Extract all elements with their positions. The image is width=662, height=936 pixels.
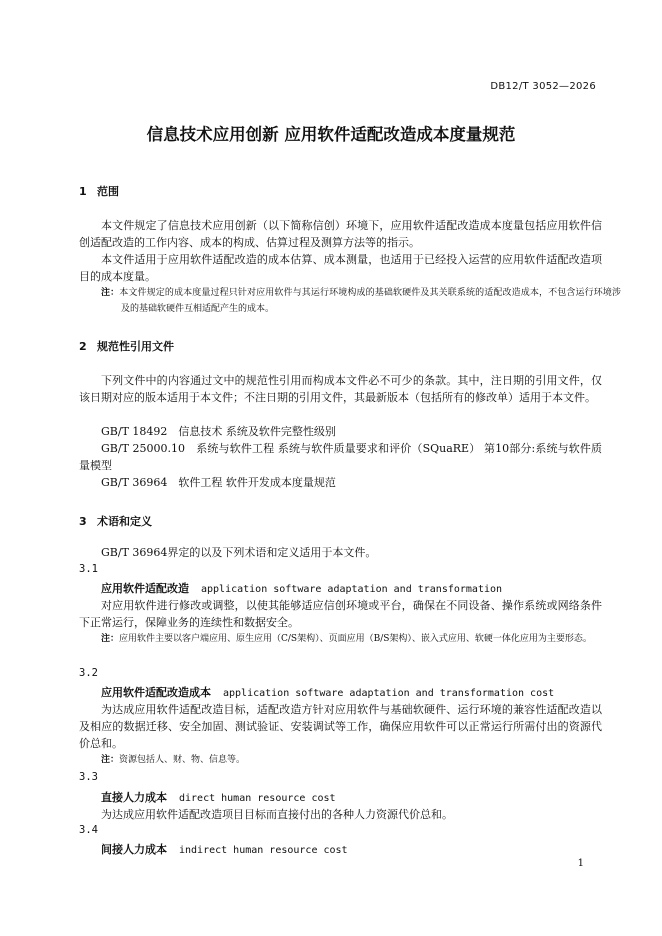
- section-title: 术语和定义: [97, 515, 152, 528]
- term-english: indirect human resource cost: [179, 845, 348, 856]
- scope-note: [101, 285, 621, 317]
- term-definition: 为达成应用软件适配改造目标，适配改造方针对应用软件与基础软硬件、运行环境的兼容性适配改造以及相应的数据迁移、安全加固、测试验证、安装调试等工作，确保应用软件可以正常运行所需付出的资源代价总和。: [79, 703, 602, 750]
- term-english: application software adaptation and transformation cost: [223, 688, 555, 699]
- term-chinese: 应用软件适配改造: [101, 582, 189, 595]
- terms-intro-paragraph: GB/T 36964界定的以及下列术语和定义适用于本文件。: [101, 546, 377, 559]
- scope-paragraph-1: 本文件规定了信息技术应用创新（以下简称信创）环境下，应用软件适配改造成本度量包括应用软件信创适配改造的工作内容、成本的构成、估算过程及测算方法等的指示。: [79, 219, 602, 249]
- section-2-heading: [79, 338, 174, 354]
- section-title: 范围: [97, 185, 119, 198]
- term-chinese: 直接人力成本: [101, 791, 167, 804]
- note-label: 注：: [101, 288, 120, 298]
- term-number: 3.1: [79, 563, 98, 575]
- term-heading: [101, 580, 502, 596]
- reference-item: GB/T 36964 软件工程 软件开发成本度量规范: [101, 476, 336, 489]
- section-3-heading: [79, 513, 152, 529]
- note-text: 应用软件主要以客户端应用、原生应用（C/S架构）、页面应用（B/S架构）、嵌入式应用、软硬一体化应用为主要形态。: [119, 634, 592, 644]
- term-definition: 对应用软件进行修改或调整，以使其能够适应信创环境或平台，确保在不同设备、操作系统或网络条件下正常运行，保障业务的连续性和数据安全。: [79, 599, 602, 629]
- term-heading: [101, 789, 336, 805]
- term-number: 3.4: [79, 824, 98, 836]
- term-number: 3.2: [79, 667, 98, 679]
- note-text: 资源包括人、财、物、信息等。: [119, 755, 246, 765]
- doc-code-header: DB12/T 3052—2026: [490, 81, 596, 92]
- note-label: 注：: [101, 634, 120, 644]
- section-title: 规范性引用文件: [97, 340, 174, 353]
- page-number: 1: [577, 858, 584, 869]
- reference-item: GB/T 25000.10 系统与软件工程 系统与软件质量要求和评价（SQuaRE） 第10部分:系统与软件质量模型: [79, 442, 602, 472]
- note-text: 本文件规定的成本度量过程只针对应用软件与其运行环境构成的基础软硬件及其关联系统的适配改造成本，不包含运行环境涉及的基础软硬件互相适配产生的成本。: [119, 288, 621, 314]
- term-number: 3.3: [79, 771, 98, 783]
- term-chinese: 间接人力成本: [101, 843, 167, 856]
- term-heading: [101, 841, 348, 857]
- scope-paragraph-2: 本文件适用于应用软件适配改造的成本估算、成本测量，也适用于已经投入运营的应用软件适配改造项目的成本度量。: [79, 253, 602, 283]
- section-1-heading: [79, 183, 119, 199]
- section-number: 3: [79, 515, 87, 528]
- note-label: 注：: [101, 755, 120, 765]
- term-heading: [101, 684, 554, 700]
- document-title: 信息技术应用创新 应用软件适配改造成本度量规范: [146, 125, 516, 144]
- section-number: 2: [79, 340, 87, 353]
- reference-item: GB/T 18492 信息技术 系统及软件完整性级别: [101, 425, 336, 438]
- normative-intro-paragraph: 下列文件中的内容通过文中的规范性引用而构成本文件必不可少的条款。其中，注日期的引用文件，仅该日期对应的版本适用于本文件；不注日期的引用文件，其最新版本（包括所有的修改单）适用于本文件。: [79, 374, 602, 404]
- term-note: [101, 631, 621, 647]
- term-chinese: 应用软件适配改造成本: [101, 686, 211, 699]
- section-number: 1: [79, 185, 87, 198]
- term-definition: 为达成应用软件适配改造项目目标而直接付出的各种人力资源代价总和。: [101, 808, 453, 821]
- term-english: direct human resource cost: [179, 793, 336, 804]
- term-english: application software adaptation and transformation: [201, 584, 503, 595]
- term-note: [101, 752, 621, 768]
